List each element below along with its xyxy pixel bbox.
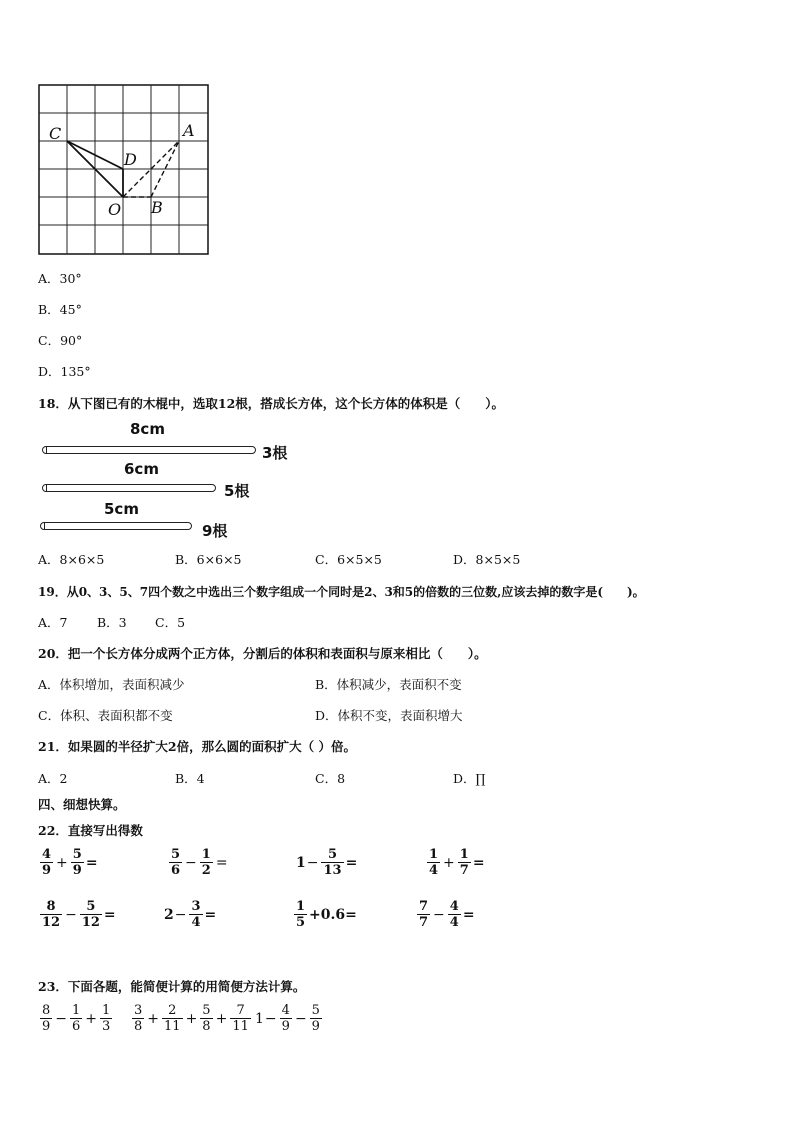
q21-option-a[interactable]: A．2: [38, 771, 68, 786]
stick-6cm-rod: [42, 484, 216, 492]
q22-expr-2: $\frac{5}{6}$ − $\frac{1}{2}$ =: [171, 847, 228, 878]
q23-expr-2: $\frac{3}{8}$ + $\frac{2}{11}$ + $\frac{5}{8}$ + $\frac{7}{11}$: [134, 1003, 249, 1034]
q21-option-c[interactable]: C．8: [315, 771, 346, 786]
q20-option-b[interactable]: B．体积减少，表面积不变: [315, 677, 462, 692]
q18-option-c[interactable]: C．6×5×5: [315, 552, 382, 567]
q19-option-c[interactable]: C．5: [155, 615, 186, 630]
stick-8cm-count: 3根: [262, 444, 288, 462]
q20-option-d[interactable]: D．体积不变，表面积增大: [315, 708, 463, 723]
q22-expr-8: $\frac{7}{7}$ − $\frac{4}{4}$ =: [419, 899, 475, 930]
q20-option-c[interactable]: C．体积、表面积都不变: [38, 708, 173, 723]
label-c: C: [49, 124, 62, 143]
q22-text: 22．直接写出得数: [38, 823, 143, 838]
stick-6cm-length: 6cm: [124, 460, 159, 478]
q21-option-d[interactable]: D．∏: [453, 771, 486, 786]
q22-expr-5: $\frac{8}{12}$ − $\frac{5}{12}$ =: [42, 899, 116, 930]
q17-option-d[interactable]: D．135°: [38, 364, 91, 379]
q22-expr-4: $\frac{1}{4}$ + $\frac{1}{7}$ =: [429, 847, 485, 878]
q22-expr-6: 2 − $\frac{3}{4}$ =: [164, 899, 217, 930]
stick-5cm-count: 9根: [202, 522, 228, 540]
q23-text: 23．下面各题，能简便计算的用简便方法计算。: [38, 979, 306, 994]
q17-option-c[interactable]: C．90°: [38, 333, 83, 348]
grid-figure: [38, 84, 210, 256]
label-o: O: [108, 200, 122, 219]
q23-expr-3: 1 − $\frac{4}{9}$ − $\frac{5}{9}$: [255, 1003, 320, 1034]
stick-5cm-length: 5cm: [104, 500, 139, 518]
stick-8cm-rod: [42, 446, 256, 454]
q19-text: 19．从0、3、5、7四个数之中选出三个数字组成一个同时是2、3和5的倍数的三位数,应该去掉的数字是( )。: [38, 585, 645, 599]
q18-text: 18．从下图已有的木棍中，选取12根，搭成长方体，这个长方体的体积是（ ）。: [38, 396, 505, 411]
q17-option-a[interactable]: A．30°: [38, 271, 82, 286]
stick-8cm-length: 8cm: [130, 420, 165, 438]
q17-option-b[interactable]: B．45°: [38, 302, 82, 317]
label-a: A: [183, 121, 195, 140]
q18-option-d[interactable]: D．8×5×5: [453, 552, 521, 567]
stick-5cm-rod: [40, 522, 192, 530]
q19-option-b[interactable]: B．3: [97, 615, 127, 630]
q22-expr-7: $\frac{1}{5}$ +0.6 =: [296, 899, 357, 930]
q21-option-b[interactable]: B．4: [175, 771, 205, 786]
q18-option-b[interactable]: B．6×6×5: [175, 552, 242, 567]
q22-expr-1: $\frac{4}{9}$ + $\frac{5}{9}$ =: [42, 847, 98, 878]
q22-expr-3: 1 − $\frac{5}{13}$ =: [296, 847, 358, 878]
section-heading: 四、细想快算。: [38, 797, 126, 812]
q20-text: 20．把一个长方体分成两个正方体，分割后的体积和表面积与原来相比（ ）。: [38, 646, 487, 661]
label-d: D: [124, 150, 137, 169]
q23-expr-1: $\frac{8}{9}$ − $\frac{1}{6}$ + $\frac{1}{3}$: [42, 1003, 111, 1034]
q20-option-a[interactable]: A．体积增加，表面积减少: [38, 677, 185, 692]
q19-option-a[interactable]: A．7: [38, 615, 68, 630]
stick-6cm-count: 5根: [224, 482, 250, 500]
label-b: B: [151, 198, 163, 217]
q18-option-a[interactable]: A．8×6×5: [38, 552, 105, 567]
q21-text: 21．如果圆的半径扩大2倍，那么圆的面积扩大（ ）倍。: [38, 739, 356, 754]
